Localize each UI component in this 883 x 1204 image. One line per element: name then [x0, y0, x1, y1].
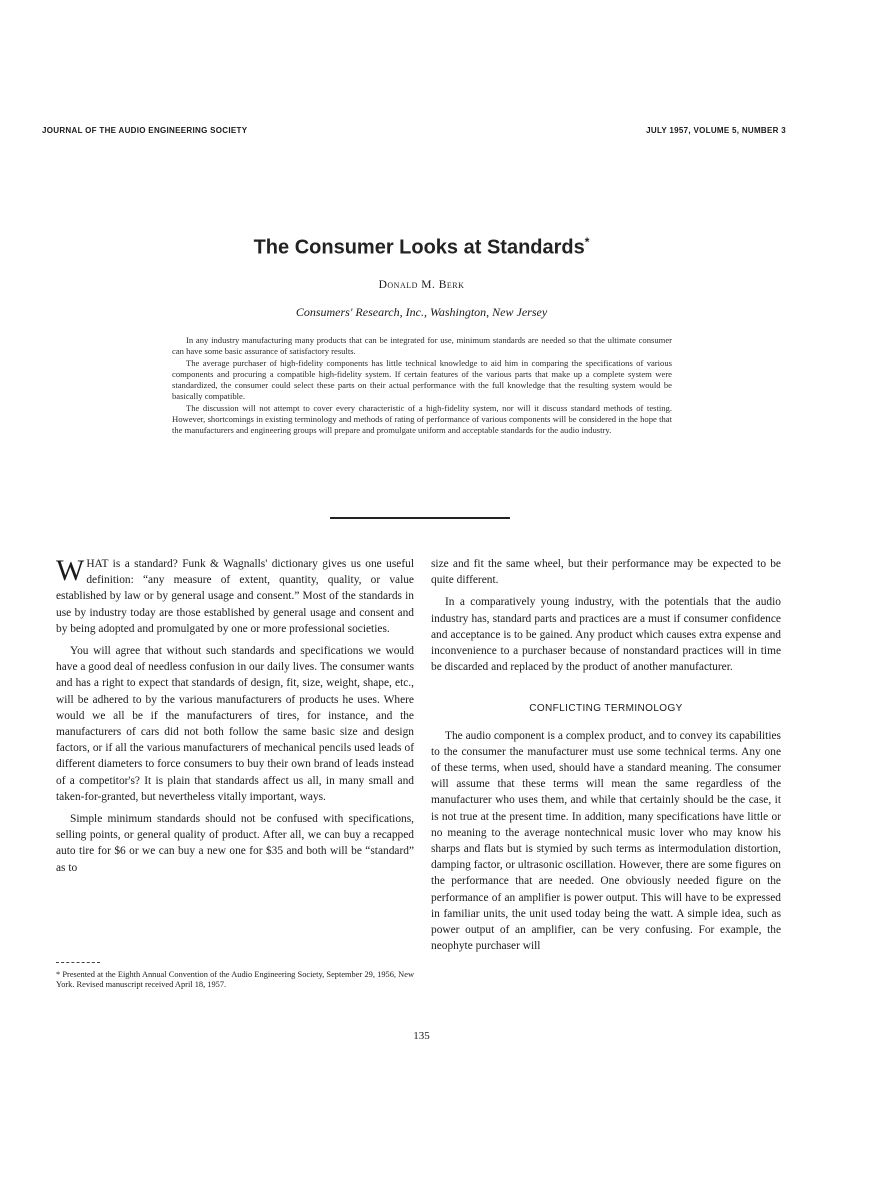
abstract-paragraph: In any industry manufacturing many products that can be integrated for use, minimum standards are needed so that the ultimate consumer can have some basic assurance of satisfactory results. — [172, 335, 672, 357]
body-paragraph: size and fit the same wheel, but their performance may be expected to be quite different. — [431, 558, 781, 587]
journal-name: JOURNAL OF THE AUDIO ENGINEERING SOCIETY — [42, 126, 248, 135]
section-heading: CONFLICTING TERMINOLOGY — [529, 703, 683, 715]
paragraph-text: HAT is a standard? Funk & Wagnalls' dictionary gives us one useful definition: “any measure of extent, quantity, quality, or value established by law or by general usage and consent.” Most of the standards in use by industry today are those established by general usage and consent and by being adopted and promulgated by one or more professional societies. — [56, 558, 414, 635]
body-paragraph: In a comparatively young industry, with the potentials that the audio industry has, standard parts and practices are a must if consumer confidence and acceptance is to be gained. Any product which causes extra expense and inconvenience to a purchaser because of nonstandard practices will in time be discarded and replaced by the product of another manufacturer. — [431, 596, 781, 674]
page-number: 135 — [413, 1030, 430, 1042]
section-divider — [330, 517, 510, 519]
author-name: Donald M. Berk — [378, 279, 465, 291]
footnote-divider — [56, 962, 100, 963]
title-text: The Consumer Looks at Standards — [253, 236, 585, 259]
abstract-paragraph: The average purchaser of high-fidelity components has little technical knowledge to aid him in comparing the specifications of various components and procuring a compatible high-fidelity system. If certain features of the various parts that make up a complete system were standardized, the consumer could select these parts on their actual performance with the full knowledge that the resulting system would be basically compatible. — [172, 357, 672, 402]
title-footnote-mark: * — [584, 235, 590, 249]
abstract-paragraph: The discussion will not attempt to cover every characteristic of a high-fidelity system, nor will it discuss standard methods of testing. However, shortcomings in existing terminology and methods of rating of performance of various components will be considered in the hope that the manufacturers and engineering groups will prepare and promulgate uniform and acceptable standards for the audio industry. — [172, 402, 672, 436]
drop-cap: W — [56, 554, 85, 587]
body-paragraph — [56, 556, 414, 637]
body-paragraph: The audio component is a complex product, and to convey its capabilities to the consumer the manufacturer must use some technical terms. Any one of these terms, when used, should have a standard meaning. The consumer will assume that these terms will mean the same regardless of the manufacturer who uses them, and while that certainly should be the case, it is not true at the present time. In addition, many specifications have little or no meaning to the average nontechnical music lover who may know his sharps and flats but is stymied by such terms as intermodulation distortion, damping factor, or ultrasonic oscillation. However, there are some figures on the performance that are needed. One obviously needed figure on the performance of an amplifier is power output. This will have to be expressed in familiar units, the unit used today being the watt. A simple idea, such as power output of an amplifier, can be very confusing. For example, the neophyte purchaser will — [431, 729, 781, 953]
body-paragraph: You will agree that without such standards and specifications we would have a good deal of needless confusion in our daily lives. The consumer wants and has a right to expect that standards of design, fit, size, weight, shape, etc., will be adhered to by the various manufacturers of products he uses. Where would we all be if the manufacturers of tires, for instance, and the manufacturers of cars did not both follow the same basic size and design factors, or if all the various manufacturers of mechanical pencils used leads of different diameters to force consumers to buy their own brand of leads instead of a competitor's? It is plain that standards affect us all, in many small and taken-for-granted, but nevertheless vitally important, ways. — [56, 645, 414, 803]
body-paragraph: Simple minimum standards should not be confused with specifications, selling points, or general quality of product. After all, we can buy a recapped auto tire for $6 or we can buy a new one for $35 and both will be “standard” as to — [56, 813, 414, 874]
footnote: * Presented at the Eighth Annual Convention of the Audio Engineering Society, September 29, 1956, New York. Revised manuscript received April 18, 1957. — [56, 970, 414, 990]
author-affiliation: Consumers' Research, Inc., Washington, New Jersey — [295, 305, 548, 319]
left-column — [56, 556, 414, 882]
issue-info: JULY 1957, VOLUME 5, NUMBER 3 — [646, 126, 786, 135]
article-title — [0, 235, 843, 260]
abstract — [172, 335, 672, 437]
right-column — [431, 556, 781, 960]
